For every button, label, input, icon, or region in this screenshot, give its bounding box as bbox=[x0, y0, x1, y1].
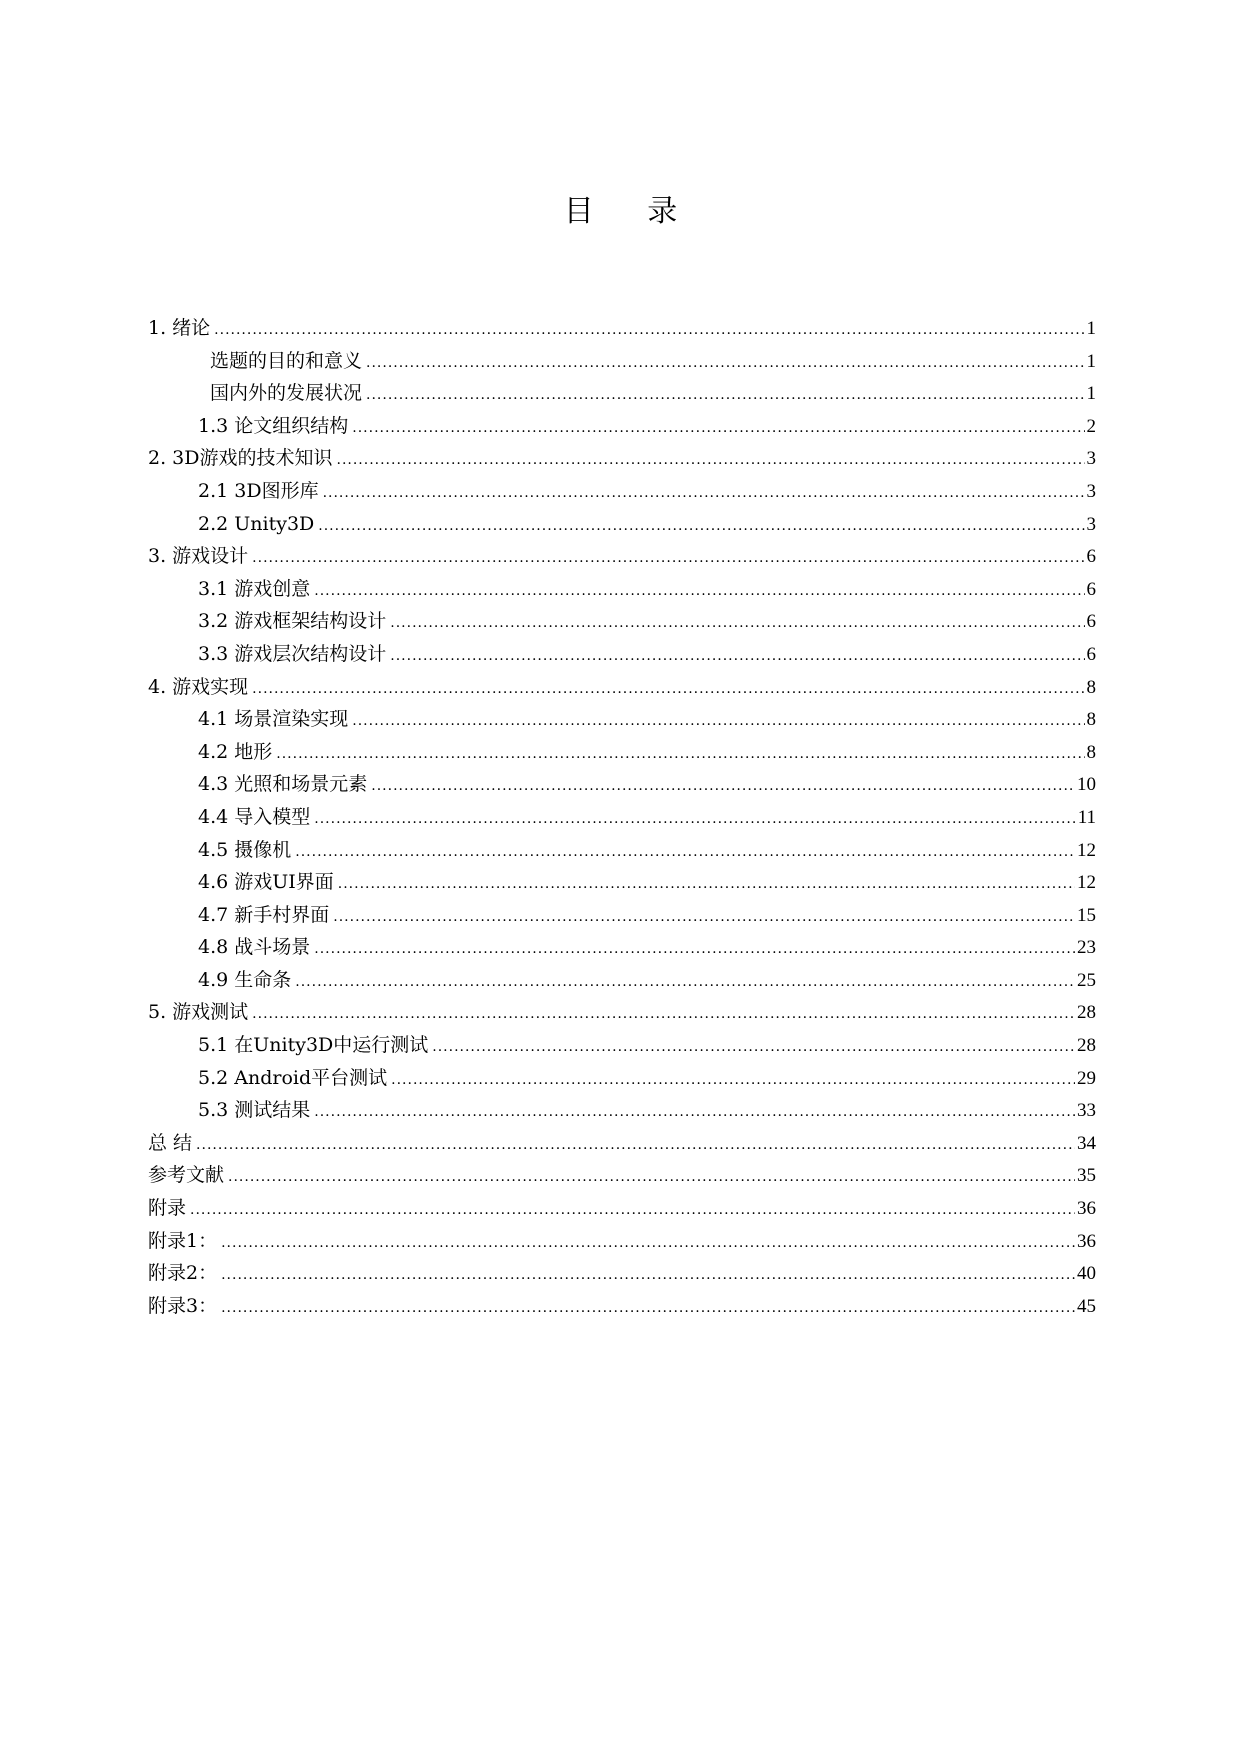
toc-dot-leader bbox=[314, 803, 1075, 836]
toc-dot-leader bbox=[338, 868, 1075, 901]
toc-entry-page-number: 8 bbox=[1086, 741, 1096, 763]
toc-entry-page-number: 6 bbox=[1086, 546, 1096, 568]
toc-entry-label: 2.1 3D图形库 bbox=[198, 479, 319, 502]
toc-entry-label: 4.1 场景渲染实现 bbox=[198, 708, 349, 731]
toc-entry[interactable] bbox=[148, 1127, 1096, 1160]
toc-entry-label: 3.1 游戏创意 bbox=[198, 577, 311, 600]
toc-entry-label: 3.3 游戏层次结构设计 bbox=[198, 642, 387, 665]
toc-entry-page-number: 8 bbox=[1086, 676, 1096, 698]
toc-dot-leader bbox=[318, 510, 1084, 543]
toc-entry[interactable] bbox=[148, 1094, 1096, 1127]
toc-dot-leader bbox=[371, 770, 1075, 803]
toc-dot-leader bbox=[252, 998, 1075, 1031]
toc-dot-leader bbox=[432, 1031, 1075, 1064]
toc-dot-leader bbox=[337, 444, 1085, 477]
toc-entry-page-number: 6 bbox=[1086, 611, 1096, 633]
toc-entry[interactable] bbox=[148, 605, 1096, 638]
toc-dot-leader bbox=[276, 738, 1084, 771]
toc-entry-page-number: 12 bbox=[1077, 839, 1096, 861]
toc-entry-label: 4.3 光照和场景元素 bbox=[198, 773, 368, 796]
toc-entry-page-number: 33 bbox=[1077, 1100, 1096, 1122]
toc-entry-label: 国内外的发展状况 bbox=[210, 382, 363, 405]
toc-entry-label: 附录3： bbox=[148, 1294, 218, 1317]
toc-dot-leader bbox=[333, 901, 1075, 934]
toc-entry[interactable] bbox=[148, 1225, 1096, 1258]
toc-entry[interactable] bbox=[148, 1192, 1096, 1225]
toc-entry-label: 2.2 Unity3D bbox=[198, 512, 315, 535]
toc-entry-label: 4.9 生命条 bbox=[198, 968, 292, 991]
toc-entry-page-number: 3 bbox=[1086, 448, 1096, 470]
toc-dot-leader bbox=[196, 1129, 1075, 1162]
toc-entry-page-number: 2 bbox=[1086, 415, 1096, 437]
toc-dot-leader bbox=[190, 1194, 1075, 1227]
toc-entry-label: 2. 3D游戏的技术知识 bbox=[148, 447, 333, 470]
toc-entry-page-number: 6 bbox=[1086, 643, 1096, 665]
toc-entry[interactable] bbox=[148, 801, 1096, 834]
toc-dot-leader bbox=[221, 1292, 1075, 1325]
toc-entry[interactable] bbox=[148, 899, 1096, 932]
toc-entry-label: 附录 bbox=[148, 1197, 187, 1220]
toc-entry-page-number: 12 bbox=[1077, 872, 1096, 894]
toc-entry-label: 4.4 导入模型 bbox=[198, 805, 311, 828]
toc-entry-label: 5.1 在Unity3D中运行测试 bbox=[198, 1034, 429, 1057]
toc-dot-leader bbox=[295, 836, 1075, 869]
toc-entry-page-number: 40 bbox=[1077, 1263, 1096, 1285]
toc-dot-leader bbox=[252, 542, 1084, 575]
toc-entry[interactable] bbox=[148, 377, 1096, 410]
toc-entry[interactable] bbox=[148, 410, 1096, 443]
toc-entry-page-number: 28 bbox=[1077, 1035, 1096, 1057]
toc-entry-label: 选题的目的和意义 bbox=[210, 349, 363, 372]
toc-entry-label: 4.6 游戏UI界面 bbox=[198, 871, 334, 894]
toc-entry[interactable] bbox=[148, 671, 1096, 704]
toc-entry[interactable] bbox=[148, 866, 1096, 899]
toc-dot-leader bbox=[390, 640, 1084, 673]
toc-dot-leader bbox=[314, 575, 1084, 608]
toc-entry[interactable] bbox=[148, 834, 1096, 867]
toc-entry-page-number: 25 bbox=[1077, 969, 1096, 991]
toc-entry[interactable] bbox=[148, 638, 1096, 671]
toc-entry-page-number: 36 bbox=[1077, 1198, 1096, 1220]
toc-dot-leader bbox=[366, 347, 1084, 380]
toc-entry[interactable] bbox=[148, 996, 1096, 1029]
toc-dot-leader bbox=[221, 1259, 1075, 1292]
toc-entry-label: 4.8 战斗场景 bbox=[198, 936, 311, 959]
toc-entry[interactable] bbox=[148, 573, 1096, 606]
toc-entry-label: 4.7 新手村界面 bbox=[198, 903, 330, 926]
toc-entry-label: 5. 游戏测试 bbox=[148, 1001, 249, 1024]
toc-entry-page-number: 1 bbox=[1086, 318, 1096, 339]
toc-entry-page-number: 8 bbox=[1086, 709, 1096, 731]
toc-entry[interactable] bbox=[148, 964, 1096, 997]
toc-entry-label: 5.3 测试结果 bbox=[198, 1099, 311, 1122]
toc-dot-leader bbox=[391, 1064, 1075, 1097]
toc-entry-page-number: 1 bbox=[1086, 383, 1096, 405]
toc-dot-leader bbox=[314, 933, 1075, 966]
toc-entry-page-number: 11 bbox=[1077, 806, 1096, 828]
toc-entry-label: 附录1： bbox=[148, 1229, 218, 1252]
toc-dot-leader bbox=[352, 412, 1084, 445]
toc-entry[interactable] bbox=[148, 703, 1096, 736]
toc-dot-leader bbox=[214, 314, 1084, 347]
toc-dot-leader bbox=[390, 607, 1084, 640]
toc-dot-leader bbox=[352, 705, 1084, 738]
toc-dot-leader bbox=[228, 1161, 1075, 1194]
toc-entry-label: 附录2： bbox=[148, 1262, 218, 1285]
toc-entry-label: 1.3 论文组织结构 bbox=[198, 414, 349, 437]
toc-entry-label: 1. 绪论 bbox=[148, 317, 211, 339]
toc-entry-page-number: 45 bbox=[1077, 1295, 1096, 1317]
page-title: 目 录 bbox=[563, 194, 700, 229]
toc-entry-label: 参考文献 bbox=[148, 1164, 225, 1187]
toc-entry[interactable] bbox=[148, 1159, 1096, 1192]
toc-entry-page-number: 6 bbox=[1086, 578, 1096, 600]
toc-entry-label: 3. 游戏设计 bbox=[148, 545, 249, 568]
toc-entry[interactable] bbox=[148, 508, 1096, 541]
toc-entry-label: 3.2 游戏框架结构设计 bbox=[198, 610, 387, 633]
toc-entry[interactable] bbox=[148, 1062, 1096, 1095]
toc-dot-leader bbox=[221, 1227, 1075, 1260]
toc-entry-label: 4. 游戏实现 bbox=[148, 675, 249, 698]
toc-dot-leader bbox=[314, 1096, 1075, 1129]
toc-entry[interactable] bbox=[148, 1257, 1096, 1290]
toc-dot-leader bbox=[323, 477, 1085, 510]
toc-dot-leader bbox=[366, 379, 1084, 412]
toc-entry[interactable] bbox=[148, 931, 1096, 964]
toc-dot-leader bbox=[295, 966, 1075, 999]
toc-entry-page-number: 3 bbox=[1086, 513, 1096, 535]
toc-entry-page-number: 36 bbox=[1077, 1230, 1096, 1252]
toc-entry-page-number: 35 bbox=[1077, 1165, 1096, 1187]
toc-entry-label: 总 结 bbox=[148, 1131, 193, 1154]
toc-entry-page-number: 29 bbox=[1077, 1067, 1096, 1089]
toc-entry-page-number: 1 bbox=[1086, 350, 1096, 372]
toc-entry[interactable] bbox=[148, 1029, 1096, 1062]
toc-entry-page-number: 34 bbox=[1077, 1132, 1096, 1154]
toc-entry[interactable] bbox=[148, 768, 1096, 801]
toc-entry-label: 4.5 摄像机 bbox=[198, 838, 292, 861]
toc-entry[interactable] bbox=[148, 442, 1096, 475]
toc-entry-label: 4.2 地形 bbox=[198, 740, 273, 763]
toc-entry[interactable] bbox=[148, 475, 1096, 508]
toc-entry-page-number: 10 bbox=[1077, 774, 1096, 796]
toc-entry[interactable] bbox=[148, 736, 1096, 769]
toc-entry[interactable] bbox=[148, 540, 1096, 573]
toc-entry[interactable] bbox=[148, 345, 1096, 378]
toc-entry-page-number: 23 bbox=[1077, 937, 1096, 959]
toc-entry-page-number: 3 bbox=[1086, 480, 1096, 502]
table-of-contents bbox=[148, 312, 1096, 1322]
toc-entry[interactable] bbox=[148, 312, 1096, 345]
toc-entry-label: 5.2 Android平台测试 bbox=[198, 1066, 388, 1089]
toc-entry[interactable] bbox=[148, 1290, 1096, 1323]
toc-entry-page-number: 15 bbox=[1077, 904, 1096, 926]
toc-dot-leader bbox=[252, 673, 1084, 706]
toc-entry-page-number: 28 bbox=[1077, 1002, 1096, 1024]
